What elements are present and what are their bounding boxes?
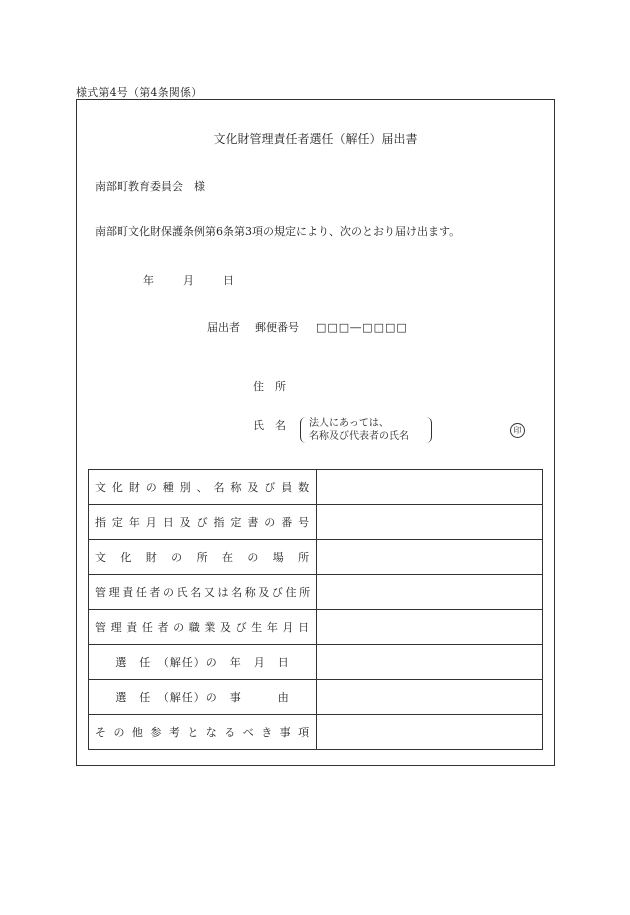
table-row	[89, 645, 543, 680]
table-row	[89, 680, 543, 715]
date-line	[143, 272, 234, 288]
form-frame	[76, 99, 555, 766]
name-note-line2: 名称及び代表者の氏名	[309, 431, 409, 442]
addressee: 南部町教育委員会 様	[95, 180, 205, 193]
table-row	[89, 505, 543, 540]
seal-mark: 印	[510, 423, 525, 438]
row-value-field[interactable]	[317, 540, 543, 575]
name-label: 氏 名	[253, 419, 286, 432]
postal-code-field[interactable]: □□□―□□□□	[316, 321, 408, 334]
name-note-line1: 法人にあっては、	[309, 418, 389, 429]
row-value-field[interactable]	[317, 470, 543, 505]
row-value-field[interactable]	[317, 680, 543, 715]
row-value-field[interactable]	[317, 645, 543, 680]
row-label: 指定年月日及び指定書の番号	[89, 505, 317, 540]
table-row	[89, 715, 543, 750]
submitter-label: 届出者	[207, 321, 240, 334]
row-value-field[interactable]	[317, 505, 543, 540]
details-table	[88, 469, 543, 750]
date-day-label: 日	[223, 274, 234, 287]
name-note-bracket	[300, 417, 432, 443]
row-label: 選 任 （解任）の 事 由	[89, 680, 317, 715]
postal-code-label: 郵便番号	[255, 321, 299, 334]
statement-text: 南部町文化財保護条例第6条第3項の規定により、次のとおり届け出ます。	[95, 225, 461, 238]
date-year-label: 年	[143, 274, 154, 287]
row-label: 文化財の種別、名称及び員数	[89, 470, 317, 505]
row-value-field[interactable]	[317, 715, 543, 750]
address-label: 住 所	[253, 380, 286, 393]
postal-line	[207, 319, 408, 335]
form-number: 様式第4号（第4条関係）	[76, 86, 203, 99]
row-label: その他参考となるべき事項	[89, 715, 317, 750]
row-value-field[interactable]	[317, 575, 543, 610]
table-row	[89, 540, 543, 575]
table-row	[89, 610, 543, 645]
row-label: 管理責任者の職業及び生年月日	[89, 610, 317, 645]
row-label: 文化財の所在の場所	[89, 540, 317, 575]
row-value-field[interactable]	[317, 610, 543, 645]
row-label: 管理責任者の氏名又は名称及び住所	[89, 575, 317, 610]
date-month-label: 月	[183, 274, 194, 287]
table-row	[89, 470, 543, 505]
row-label: 選 任 （解任）の 年 月 日	[89, 645, 317, 680]
document-title: 文化財管理責任者選任（解任）届出書	[213, 132, 418, 146]
table-row	[89, 575, 543, 610]
